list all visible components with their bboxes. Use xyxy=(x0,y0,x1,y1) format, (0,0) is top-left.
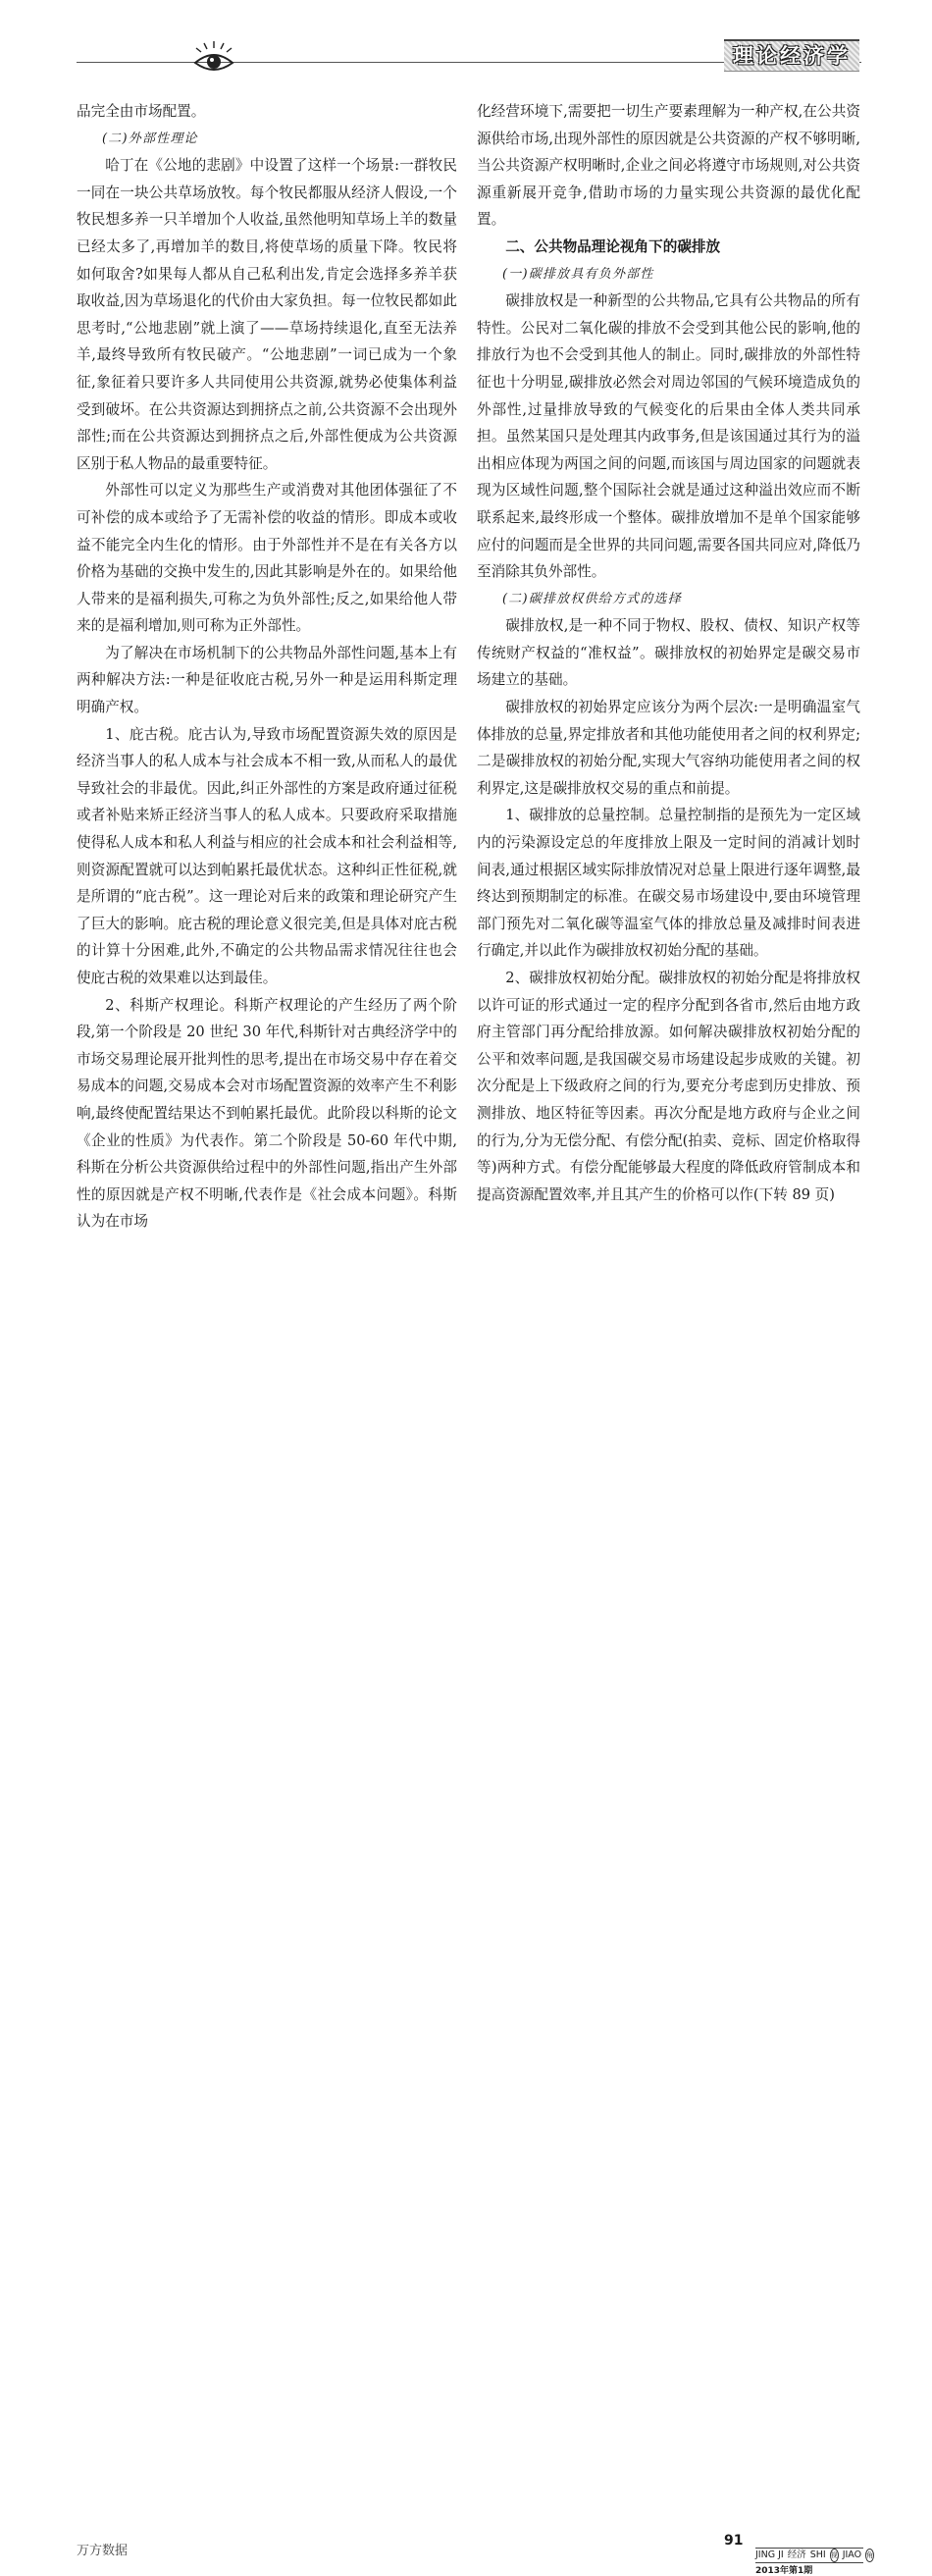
page-footer xyxy=(0,1266,932,2576)
right-column-heading: (二)碳排放权供给方式的选择 xyxy=(502,591,682,606)
eye-icon xyxy=(192,39,235,79)
right-column-paragraph: 碳排放权的初始界定应该分为两个层次:一是明确温室气体排放的总量,界定排放者和其他功能使用者之间的权利界定;二是碳排放权的初始分配,实现大气容纳功能使用者之间的权利界定,这是碳排放权交易的重点和前提。 xyxy=(477,699,860,797)
left-column-paragraph: 为了解决在市场机制下的公共物品外部性问题,基本上有两种解决方法:一种是征收庇古税,另外一种是运用科斯定理明确产权。 xyxy=(77,644,457,716)
journal-pinyin-2: SHI xyxy=(809,2550,826,2560)
left-column xyxy=(77,98,457,1235)
issue-label: 2013年第1期 xyxy=(755,2566,813,2576)
right-column-paragraph: 化经营环境下,需要把一切生产要素理解为一种产权,在公共资源供给市场,出现外部性的原因就是公共资源的产权不够明晰,当公共资源产权明晰时,企业之间必将遵守市场规则,对公共资源重新展开竞争,借助市场的力量实现公共资源的最优化配置。 xyxy=(477,103,860,229)
left-column-paragraph: 品完全由市场配置。 xyxy=(77,103,206,120)
journal-cn-1: 经济 xyxy=(787,2550,806,2560)
right-column-heading: 二、公共物品理论视角下的碳排放 xyxy=(505,237,721,255)
journal-pinyin-1: JING JI xyxy=(755,2550,784,2560)
journal-seal-1: 视 xyxy=(830,2549,839,2562)
right-column-paragraph: 碳排放权,是一种不同于物权、股权、债权、知识产权等传统财产权益的“准权益”。碳排放权的初始界定是碳交易市场建立的基础。 xyxy=(477,617,860,689)
page-header xyxy=(0,0,932,98)
left-column-paragraph: 哈丁在《公地的悲剧》中设置了这样一个场景:一群牧民一同在一块公共草场放牧。每个牧民都服从经济人假设,一个牧民想多养一只羊增加个人收益,虽然他明知草场上羊的数量已经太多了,再增加羊的数目,将使草场的质量下降。牧民将如何取舍?如果每人都从自己私利出发,肯定会选择多养羊获取收益,因为草场退化的代价由大家负担。每一位牧民都如此思考时,“公地悲剧”就上演了——草场持续退化,直至无法养羊,最终导致所有牧民破产。“公地悲剧”一词已成为一个象征,象征着只要许多人共同使用公共资源,就势必使集体利益受到破坏。在公共资源达到拥挤点之前,公共资源不会出现外部性;而在公共资源达到拥挤点之后,外部性便成为公共资源区别于私人物品的最重要特征。 xyxy=(77,157,457,472)
right-column-paragraph: 2、碳排放权初始分配。碳排放权的初始分配是将排放权以许可证的形式通过一定的程序分配到各省市,然后由地方政府主管部门再分配给排放源。如何解决碳排放权初始分配的公平和效率问题,是我国碳交易市场建设起步成败的关键。初次分配是上下级政府之间的行为,要充分考虑到历史排放、预测排放、地区特征等因素。再次分配是地方政府与企业之间的行为,分为无偿分配、有偿分配(拍卖、竞标、固定价格取得等)两种方式。有偿分配能够最大程度的降低政府管制成本和提高资源配置效率,并且其产生的价格可以作(下转 89 页) xyxy=(477,970,860,1203)
left-column-paragraph: 2、科斯产权理论。科斯产权理论的产生经历了两个阶段,第一个阶段是 20 世纪 30 年代,科斯针对古典经济学中的市场交易理论展开批判性的思考,提出在市场交易中存在着交易成本的问题,交易成本会对市场配置资源的效率产生不利影响,最终使配置结果达不到帕累托最优。此阶段以科斯的论文《企业的性质》为代表作。第二个阶段是 50-60 年代中期,科斯在分析公共资源供给过程中的外部性问题,指出产生外部性的原因就是产权不明晰,代表作是《社会成本问题》。科斯认为在市场 xyxy=(77,996,457,1231)
watermark: 万方数据 xyxy=(77,2544,129,2558)
journal-name xyxy=(755,2548,874,2563)
right-column-heading: (一)碳排放具有负外部性 xyxy=(502,266,654,282)
right-column xyxy=(477,98,860,1208)
left-column-heading: (二)外部性理论 xyxy=(102,131,198,146)
section-label: 理论经济学 xyxy=(724,39,859,72)
right-column-paragraph: 碳排放权是一种新型的公共物品,它具有公共物品的所有特性。公民对二氧化碳的排放不会受到其他公民的影响,他的排放行为也不会受到其他人的制止。同时,碳排放的外部性特征也十分明显,碳排放必然会对周边邻国的气候环境造成负的外部性,过量排放导致的气候变化的后果由全体人类共同承担。虽然某国只是处理其内政事务,但是该国通过其行为的溢出相应体现为两国之间的问题,而该国与周边国家的问题就表现为区域性问题,整个国际社会就是通过这种溢出效应而不断联系起来,最终形成一个整体。碳排放增加不是单个国家能够应付的问题而是全世界的共同问题,需要各国共同应对,降低乃至消除其负外部性。 xyxy=(477,292,860,581)
left-column-paragraph: 1、庇古税。庇古认为,导致市场配置资源失效的原因是经济当事人的私人成本与社会成本不相一致,从而私人的最优导致社会的非最优。因此,纠正外部性的方案是政府通过征税或者补贴来矫正经济当事人的私人成本。只要政府采取措施使得私人成本和私人利益与相应的社会成本和社会利益相等,则资源配置就可以达到帕累托最优状态。这种纠正性征税,就是所谓的“庇古税”。这一理论对后来的政策和理论研究产生了巨大的影响。庇古税的理论意义很完美,但是具体对庇古税的计算十分困难,此外,不确定的公共物品需求情况往往也会使庇古税的效果难以达到最佳。 xyxy=(77,725,457,986)
left-column-paragraph: 外部性可以定义为那些生产或消费对其他团体强征了不可补偿的成本或给予了无需补偿的收益的情形。即成本或收益不能完全内生化的情形。由于外部性并不是在有关各方以价格为基础的交换中发生的,因此其影响是外在的。如果给他人带来的是福利损失,可称之为负外部性;反之,如果给他人带来的是福利增加,则可称为正外部性。 xyxy=(77,482,457,635)
journal-pinyin-3: JIAO xyxy=(842,2550,862,2560)
page-number: 91 xyxy=(724,2533,744,2549)
right-column-paragraph: 1、碳排放的总量控制。总量控制指的是预先为一定区域内的污染源设定总的年度排放上限及一定时间的消减计划时间表,通过根据区域实际排放情况对总量上限进行逐年调整,最终达到预期制定的标准。在碳交易市场建设中,要由环境管理部门预先对二氧化碳等温室气体的排放总量及减排时间表进行确定,并以此作为碳排放权初始分配的基础。 xyxy=(477,807,860,960)
journal-seal-2: 角 xyxy=(865,2549,874,2562)
